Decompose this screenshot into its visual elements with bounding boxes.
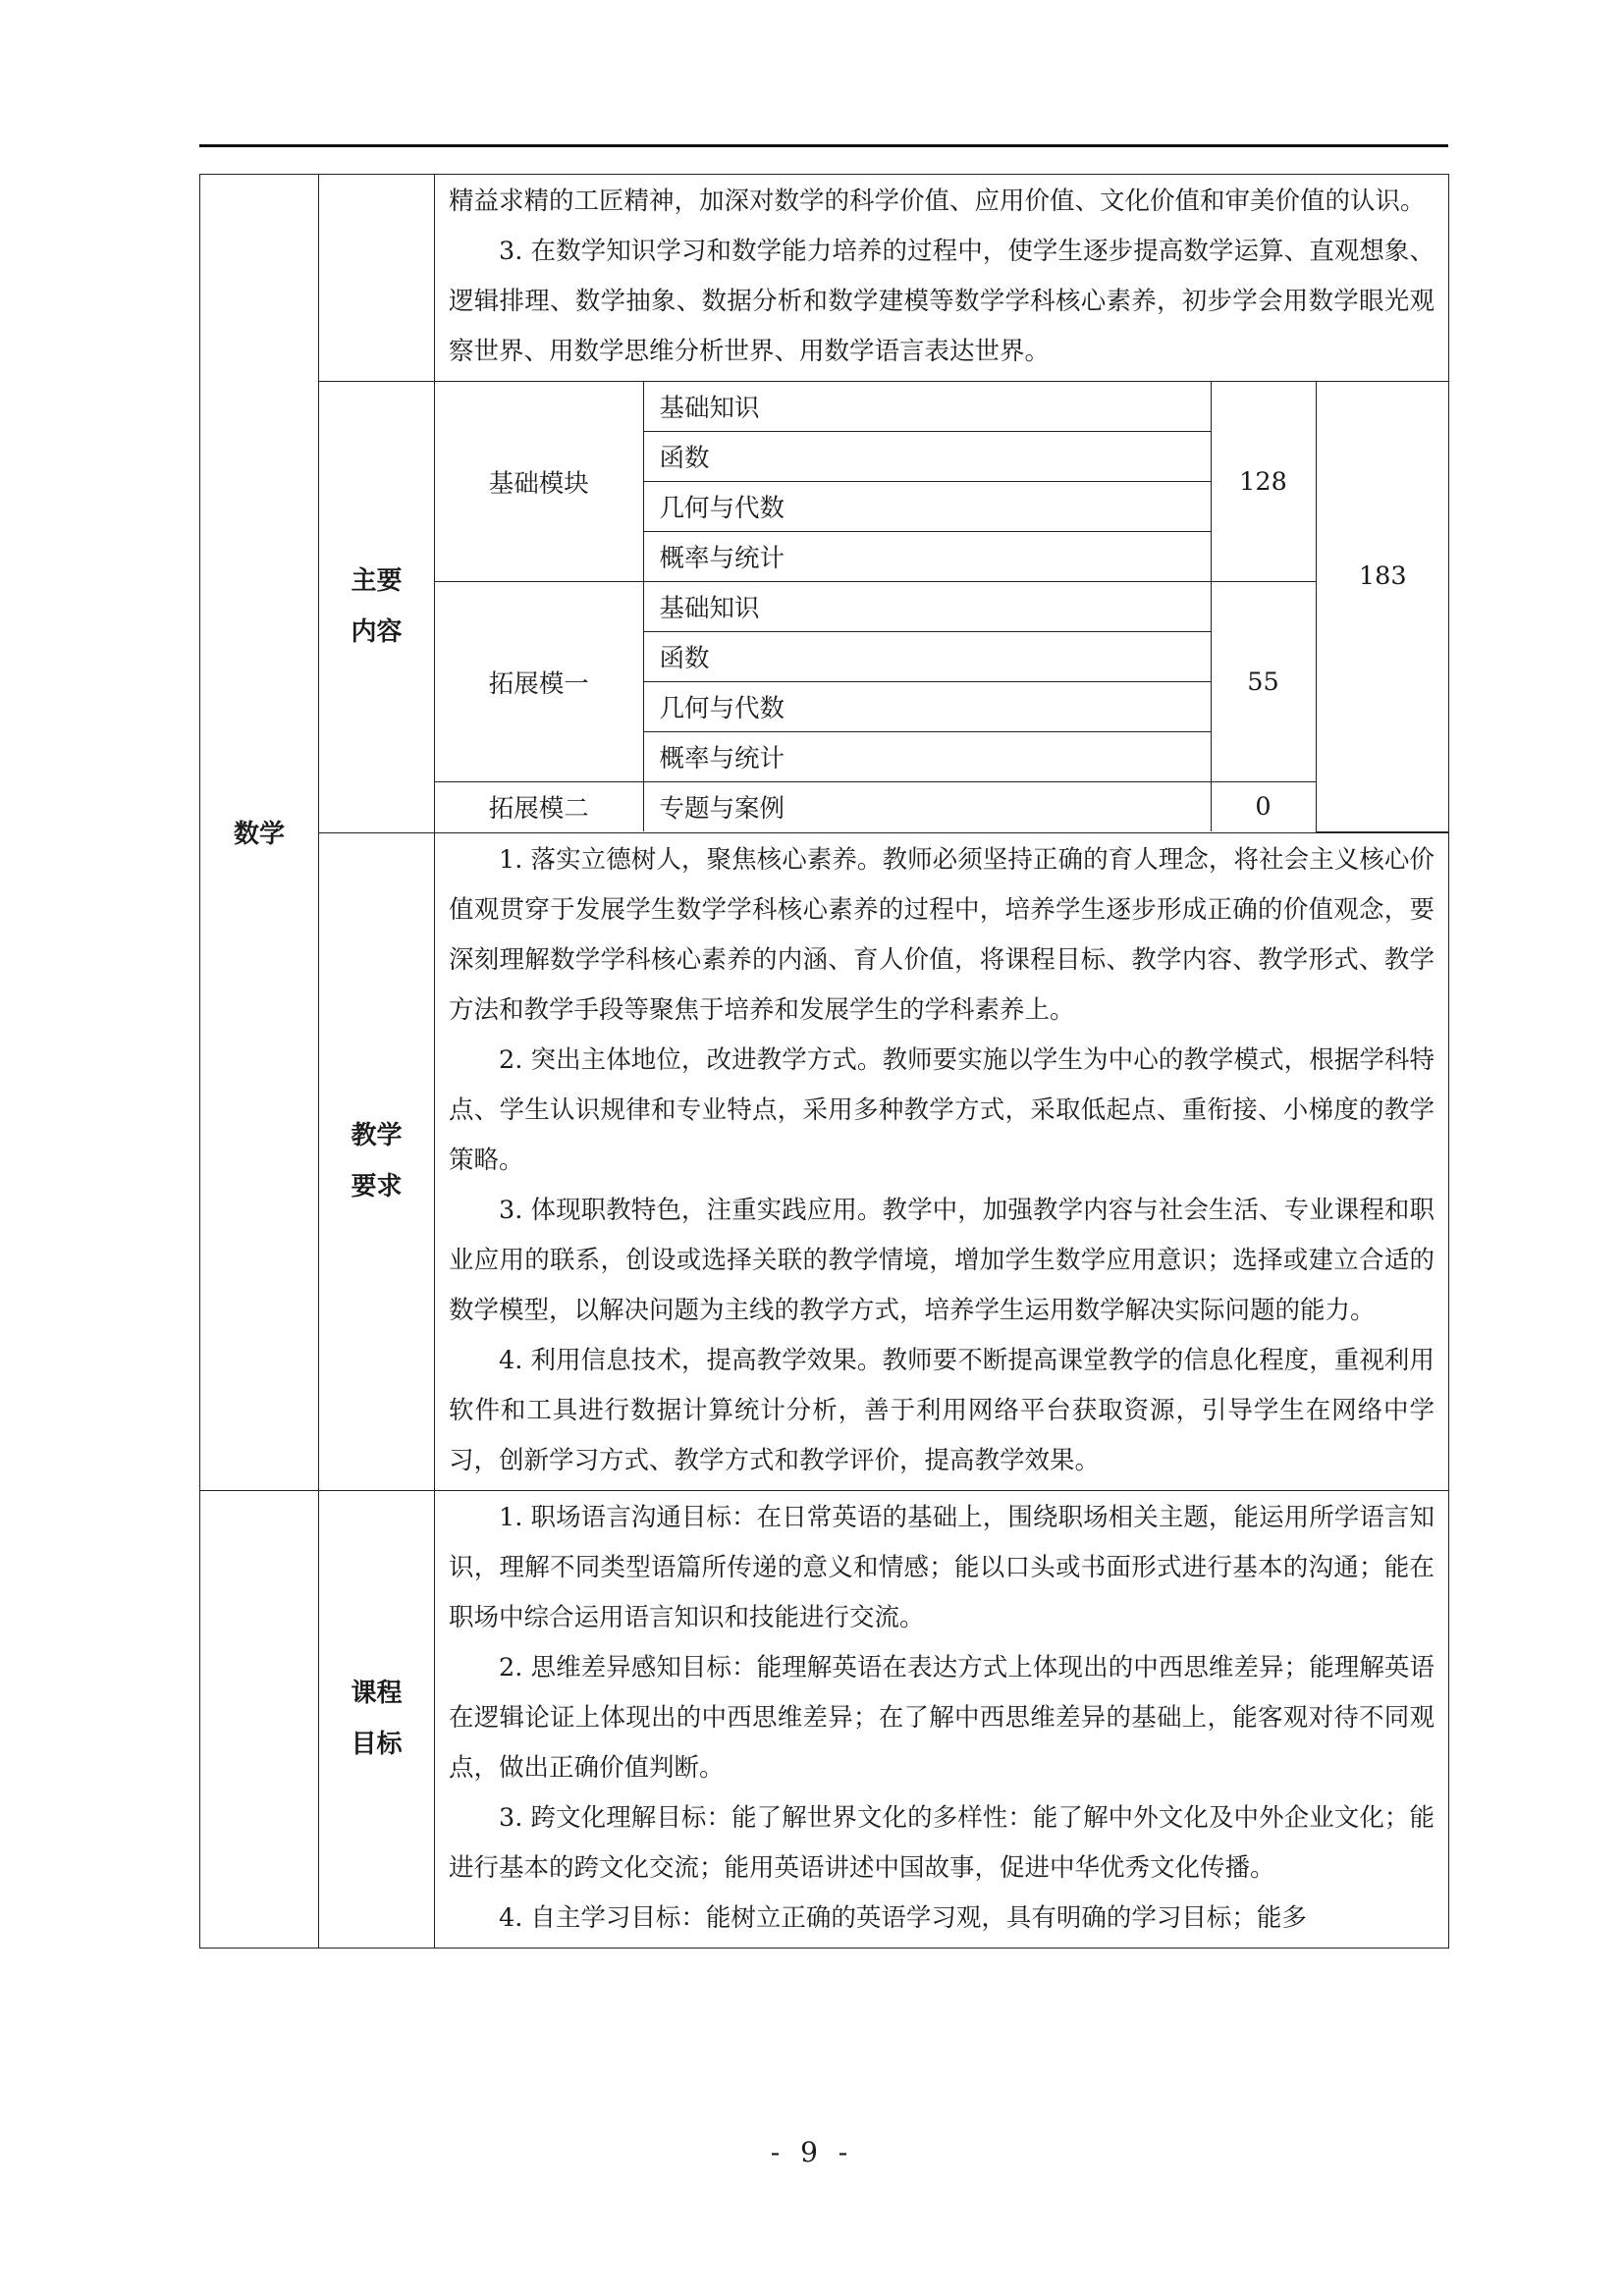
- course-goals-row: [200, 1490, 1449, 1948]
- module-topic: 函数: [643, 432, 1211, 482]
- module-hours: 55: [1211, 582, 1316, 782]
- subject-cell-english: [200, 1490, 319, 1948]
- goal-paragraph: 2. 思维差异感知目标：能理解英语在表达方式上体现出的中西思维差异；能理解英语在逻辑论证上体现出的中西思维差异；在了解中西思维差异的基础上，能客观对待不同观点，做出正确价值判断。: [449, 1652, 1435, 1783]
- module-topic: 几何与代数: [643, 482, 1211, 532]
- teaching-requirements-text: [435, 833, 1448, 1490]
- goal-paragraph: 1. 职场语言沟通目标：在日常英语的基础上，围绕职场相关主题，能运用所学语言知识，理解不同类型语篇所传递的意义和情感；能以口头或书面形式进行基本的沟通；能在职场中综合运用语言知识和技能进行交流。: [449, 1502, 1435, 1632]
- modules-cell: [435, 382, 1449, 833]
- module-topic: 概率与统计: [643, 732, 1211, 782]
- curriculum-table: [199, 174, 1449, 1949]
- module-topic: 专题与案例: [643, 782, 1211, 832]
- section-label-line: 要求: [351, 1172, 403, 1201]
- module-name: 拓展模一: [435, 582, 643, 782]
- section-label-line: 主要: [351, 566, 403, 597]
- module-hours: 0: [1211, 782, 1316, 832]
- teaching-requirements-row: [200, 832, 1449, 1490]
- module-hours: 128: [1211, 382, 1316, 582]
- course-goals-text: [435, 1491, 1448, 1948]
- subject-cell-math: [200, 175, 319, 1491]
- teaching-requirements-cell: [435, 832, 1449, 1490]
- course-goals-cell: [435, 1490, 1449, 1948]
- math-goal-paragraph: 3. 在数学知识学习和数学能力培养的过程中，使学生逐步提高数学运算、直观想象、逻辑排理、数学抽象、数据分析和数学建模等数学学科核心素养，初步学会用数学眼光观察世界、用数学思维分析世界、用数学语言表达世界。: [449, 237, 1435, 366]
- goals-section-cell: [319, 175, 435, 382]
- total-hours: [1316, 382, 1449, 831]
- requirement-paragraph: 4. 利用信息技术，提高教学效果。教师要不断提高课堂教学的信息化程度，重视利用软件和工具进行数据计算统计分析，善于利用网络平台获取资源，引导学生在网络中学习，创新学习方式、教学方式和教学评价，提高教学效果。: [449, 1345, 1435, 1475]
- module-topic: 基础知识: [643, 382, 1211, 432]
- goal-paragraph: 3. 跨文化理解目标：能了解世界文化的多样性：能了解中外文化及中外企业文化；能进行基本的跨文化交流；能用英语讲述中国故事，促进中华优秀文化传播。: [449, 1802, 1435, 1883]
- section-label-line: 教学: [351, 1121, 403, 1150]
- module-name: 拓展模二: [435, 782, 643, 832]
- module-name: 基础模块: [435, 382, 643, 582]
- section-label-line: 目标: [351, 1730, 403, 1759]
- header-rule: [199, 144, 1448, 147]
- requirement-paragraph: 1. 落实立德树人，聚焦核心素养。教师必须坚持正确的育人理念，将社会主义核心价值观贯穿于发展学生数学学科核心素养的过程中，培养学生逐步形成正确的价值观念，要深刻理解数学学科核心素养的内涵、育人价值，将课程目标、教学内容、教学形式、教学方法和教学手段等聚焦于培养和发展学生的学科素养上。: [449, 844, 1435, 1025]
- math-goals-text: [435, 175, 1448, 381]
- section-main-content: [319, 382, 435, 833]
- module-topic: 几何与代数: [643, 682, 1211, 732]
- module-topic: 基础知识: [643, 582, 1211, 632]
- section-teaching-requirements: [319, 832, 435, 1490]
- modules-table: [435, 382, 1449, 832]
- goal-paragraph: 4. 自主学习目标：能树立正确的英语学习观，具有明确的学习目标；能多: [499, 1902, 1307, 1933]
- module-row: [435, 782, 1449, 832]
- module-row: [435, 382, 1449, 432]
- subject-label-math: 数学: [233, 820, 285, 850]
- section-label-line: 内容: [351, 617, 403, 648]
- module-row: [435, 582, 1449, 632]
- total-hours-value: 183: [1358, 561, 1407, 591]
- requirement-paragraph: 3. 体现职教特色，注重实践应用。教学中，加强教学内容与社会生活、专业课程和职业应用的联系，创设或选择关联的教学情境，增加学生数学应用意识；选择或建立合适的数学模型，以解决问题为主线的教学方式，培养学生运用数学解决实际问题的能力。: [449, 1195, 1435, 1325]
- requirement-paragraph: 2. 突出主体地位，改进教学方式。教师要实施以学生为中心的教学模式，根据学科特点、学生认识规律和专业特点，采用多种教学方式，采取低起点、重衔接、小梯度的教学策略。: [449, 1044, 1435, 1175]
- math-goals-cell: [435, 175, 1449, 382]
- math-goal-paragraph: 精益求精的工匠精神，加深对数学的科学价值、应用价值、文化价值和审美价值的认识。: [449, 187, 1426, 216]
- section-course-goals: [319, 1490, 435, 1948]
- page-number: - 9 -: [770, 2136, 854, 2168]
- module-topic: 概率与统计: [643, 532, 1211, 582]
- main-content-row: [200, 382, 1449, 833]
- module-topic: 函数: [643, 632, 1211, 682]
- section-label-line: 课程: [351, 1679, 403, 1708]
- math-goals-row: [200, 175, 1449, 382]
